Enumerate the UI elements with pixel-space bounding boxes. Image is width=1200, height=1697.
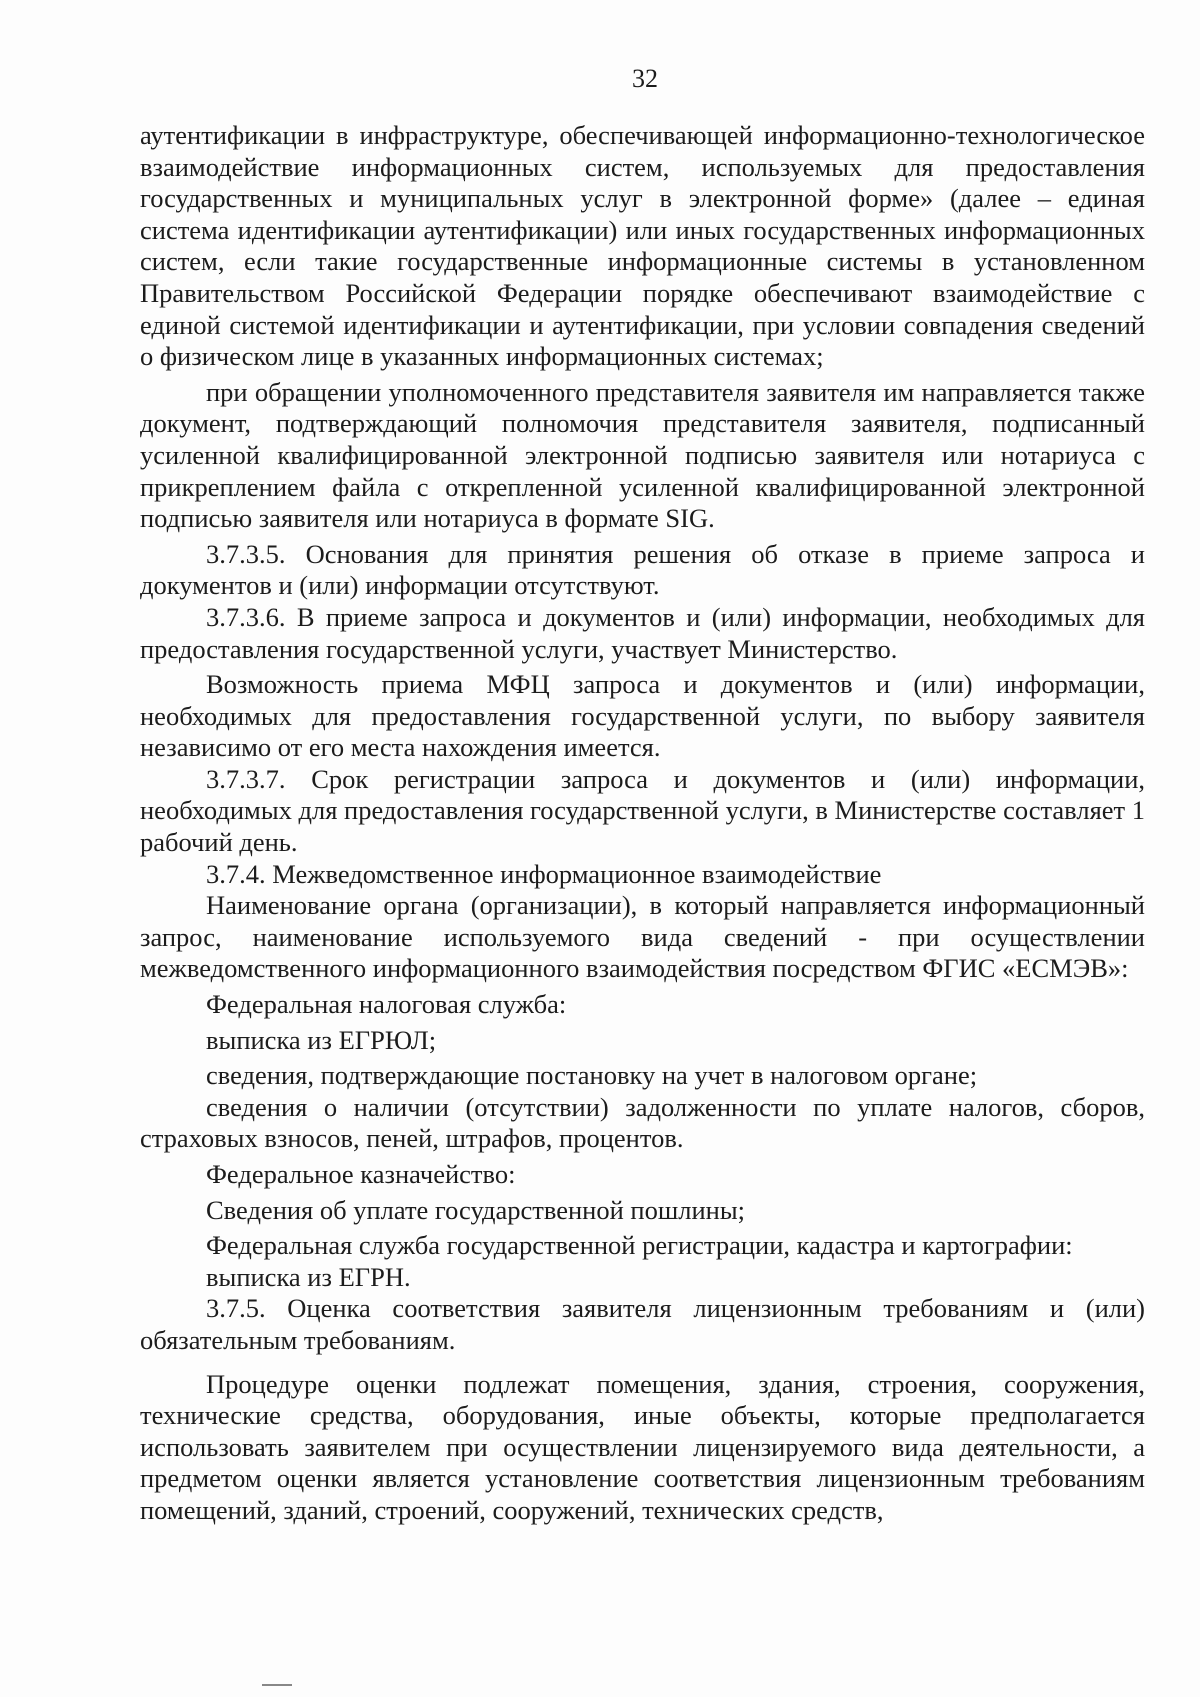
list-item-state-duty: Сведения об уплате государственной пошлины;: [206, 1194, 746, 1225]
list-item-tax-registration: сведения, подтверждающие постановку на учет в налоговом органе;: [206, 1060, 978, 1091]
list-item-egrul-extract: выписка из ЕГРЮЛ;: [206, 1024, 437, 1055]
paragraph-interagency-request: Наименование органа (организации), в который направляется информационный запрос, наименование используемого вида сведений - при осуществлении межведомственного информационного взаимодействия посредством ФГИС «ЕСМЭВ»:: [140, 890, 1145, 984]
list-item-tax-debt: сведения о наличии (отсутствии) задолженности по уплате налогов, сборов, страховых взносов, пеней, штрафов, процентов.: [140, 1091, 1145, 1154]
scan-artifact-mark: [262, 1684, 292, 1686]
paragraph-3-7-3-7: 3.7.3.7. Срок регистрации запроса и документов и (или) информации, необходимых для предоставления государственной услуги, в Министерстве составляет 1 рабочий день.: [140, 763, 1145, 858]
paragraph-3-7-5: 3.7.5. Оценка соответствия заявителя лицензионным требованиям и (или) обязательным требованиям.: [140, 1293, 1145, 1355]
paragraph-auth-continuation: аутентификации в инфраструктуре, обеспечивающей информационно-технологическое взаимодействие информационных систем, используемых для предоставления государственных и муниципальных услуг в электронной форме» (далее – единая система идентификации аутентификации) или иных государственных информационных систем, если такие государственные информационные системы в установленном Правительством Российской Федерации порядке обеспечивают взаимодействие с единой системой идентификации и аутентификации, при условии совпадения сведений о физическом лице в указанных информационных системах;: [140, 120, 1145, 372]
paragraph-3-7-3-5: 3.7.3.5. Основания для принятия решения об отказе в приеме запроса и документов и (или) информации отсутствуют.: [140, 538, 1145, 601]
list-item-rosreestr: Федеральная служба государственной регистрации, кадастра и картографии:: [206, 1230, 1073, 1261]
list-item-treasury: Федеральное казначейство:: [206, 1159, 516, 1189]
list-item-tax-service: Федеральная налоговая служба:: [206, 989, 567, 1020]
list-item-egrn-extract: выписка из ЕГРН.: [206, 1261, 411, 1292]
paragraph-assessment-procedure: Процедуре оценки подлежат помещения, здания, строения, сооружения, технические средства, оборудования, иные объекты, которые предполагается использовать заявителем при осуществлении лицензируемого вида деятельности, а предметом оценки является установление соответствия лицензионным требованиям помещений, зданий, строений, сооружений, технических средств,: [140, 1368, 1145, 1525]
paragraph-mfc-possibility: Возможность приема МФЦ запроса и документов и (или) информации, необходимых для предоставления государственной услуги, по выбору заявителя независимо от его места нахождения имеется.: [140, 669, 1145, 763]
paragraph-3-7-3-6: 3.7.3.6. В приеме запроса и документов и (или) информации, необходимых для предоставления государственной услуги, участвует Министерство.: [140, 601, 1145, 664]
paragraph-3-7-4-heading: 3.7.4. Межведомственное информационное взаимодействие: [206, 858, 882, 889]
paragraph-representative: при обращении уполномоченного представителя заявителя им направляется также документ, подтверждающий полномочия представителя заявителя, подписанный усиленной квалифицированной электронной подписью заявителя или нотариуса с прикреплением файла с открепленной усиленной квалифицированной электронной подписью заявителя или нотариуса в формате SIG.: [140, 376, 1145, 534]
document-body: [140, 120, 1145, 1527]
page-number: 32: [632, 64, 658, 93]
